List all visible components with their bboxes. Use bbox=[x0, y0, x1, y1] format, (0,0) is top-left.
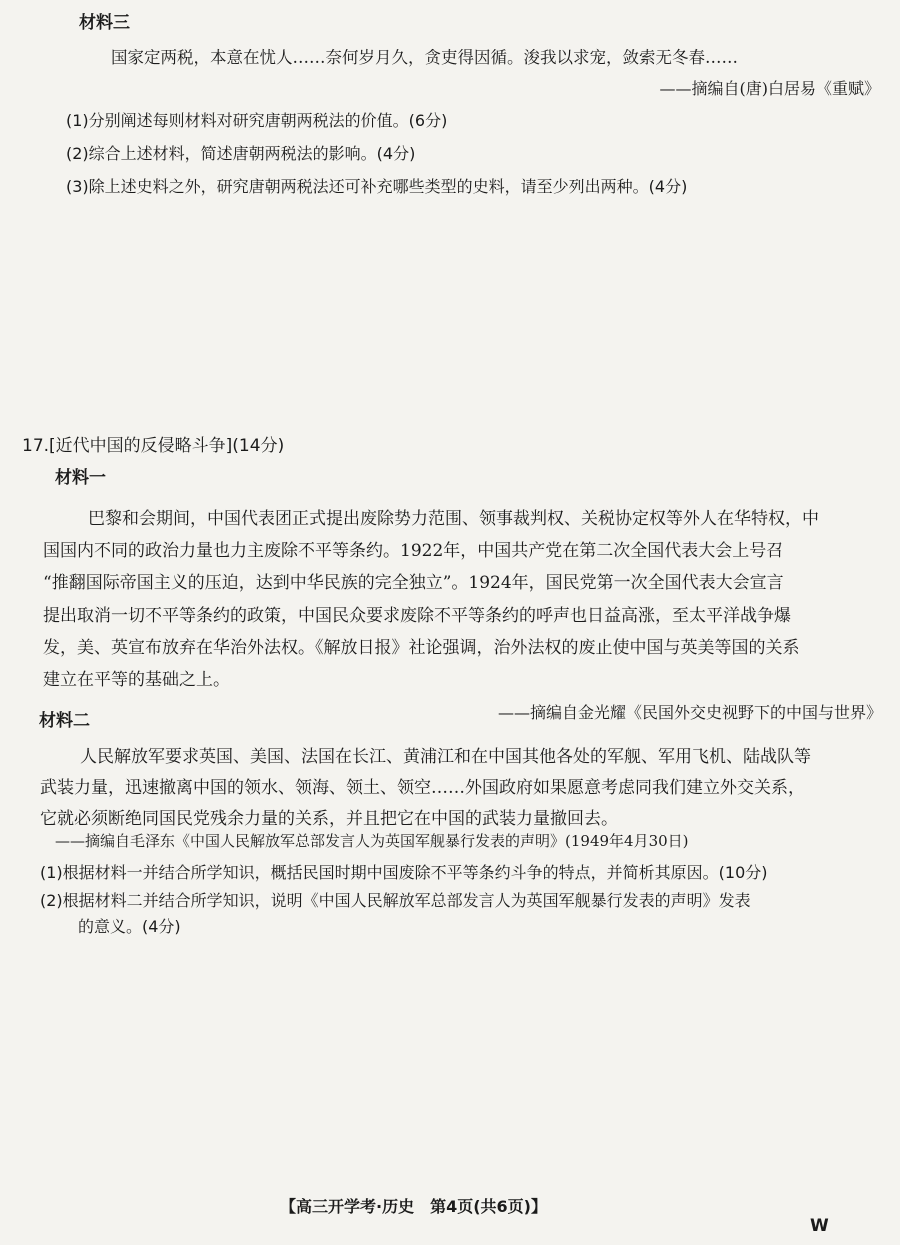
material1-line: 发，美、英宣布放弃在华治外法权。《解放日报》社论强调，治外法权的废止使中国与英美等国的关系 bbox=[43, 638, 800, 658]
material1-source: ——摘编自金光耀《民国外交史视野下的中国与世界》 bbox=[497, 703, 882, 722]
material2-title: 材料二 bbox=[39, 711, 90, 731]
material1-title: 材料一 bbox=[55, 468, 106, 488]
material1-line: 提出取消一切不平等条约的政策，中国民众要求废除不平等条约的呼声也日益高涨，至太平洋战争爆 bbox=[43, 606, 791, 626]
question-16-2: (2)综合上述材料，简述唐朝两税法的影响。(4分) bbox=[66, 144, 416, 163]
material3-source: ——摘编自(唐)白居易《重赋》 bbox=[659, 79, 880, 98]
material1-line: 建立在平等的基础之上。 bbox=[43, 670, 230, 690]
question-16-3: (3)除上述史料之外，研究唐朝两税法还可补充哪些类型的史料，请至少列出两种。(4分) bbox=[66, 177, 688, 196]
question-17-heading: 17.[近代中国的反侵略斗争](14分) bbox=[22, 436, 285, 456]
page-footer: 【高三开学考·历史 第4页(共6页)】 bbox=[280, 1197, 547, 1216]
question-16-1: (1)分别阐述每则材料对研究唐朝两税法的价值。(6分) bbox=[66, 111, 448, 130]
material2-source: ——摘编自毛泽东《中国人民解放军总部发言人为英国军舰暴行发表的声明》(1949年4月30日) bbox=[55, 832, 689, 850]
material3-title: 材料三 bbox=[79, 13, 130, 33]
question-17-1: (1)根据材料一并结合所学知识，概括民国时期中国废除不平等条约斗争的特点，并简析其原因。(10分) bbox=[40, 863, 768, 882]
material2-line: 人民解放军要求英国、美国、法国在长江、黄浦江和在中国其他各处的军舰、军用飞机、陆战队等 bbox=[80, 747, 811, 767]
material1-line: “推翻国际帝国主义的压迫，达到中华民族的完全独立”。1924年，国民党第一次全国代表大会宣言 bbox=[43, 573, 784, 593]
material3-text: 国家定两税，本意在忧人……奈何岁月久，贪吏得因循。浚我以求宠，敛索无冬春…… bbox=[111, 48, 738, 67]
material2-line: 它就必须断绝同国民党残余力量的关系，并且把它在中国的武装力量撤回去。 bbox=[40, 809, 618, 829]
material2-line: 武装力量，迅速撤离中国的领水、领海、领土、领空……外国政府如果愿意考虑同我们建立外交关系， bbox=[40, 778, 805, 798]
material1-line: 国国内不同的政治力量也力主废除不平等条约。1922年，中国共产党在第二次全国代表大会上号召 bbox=[43, 541, 784, 561]
question-17-2-cont: 的意义。(4分) bbox=[78, 917, 181, 936]
material1-line: 巴黎和会期间，中国代表团正式提出废除势力范围、领事裁判权、关税协定权等外人在华特权，中 bbox=[88, 509, 819, 529]
corner-mark: W bbox=[810, 1216, 829, 1236]
question-17-2: (2)根据材料二并结合所学知识，说明《中国人民解放军总部发言人为英国军舰暴行发表的声明》发表 bbox=[40, 891, 751, 910]
